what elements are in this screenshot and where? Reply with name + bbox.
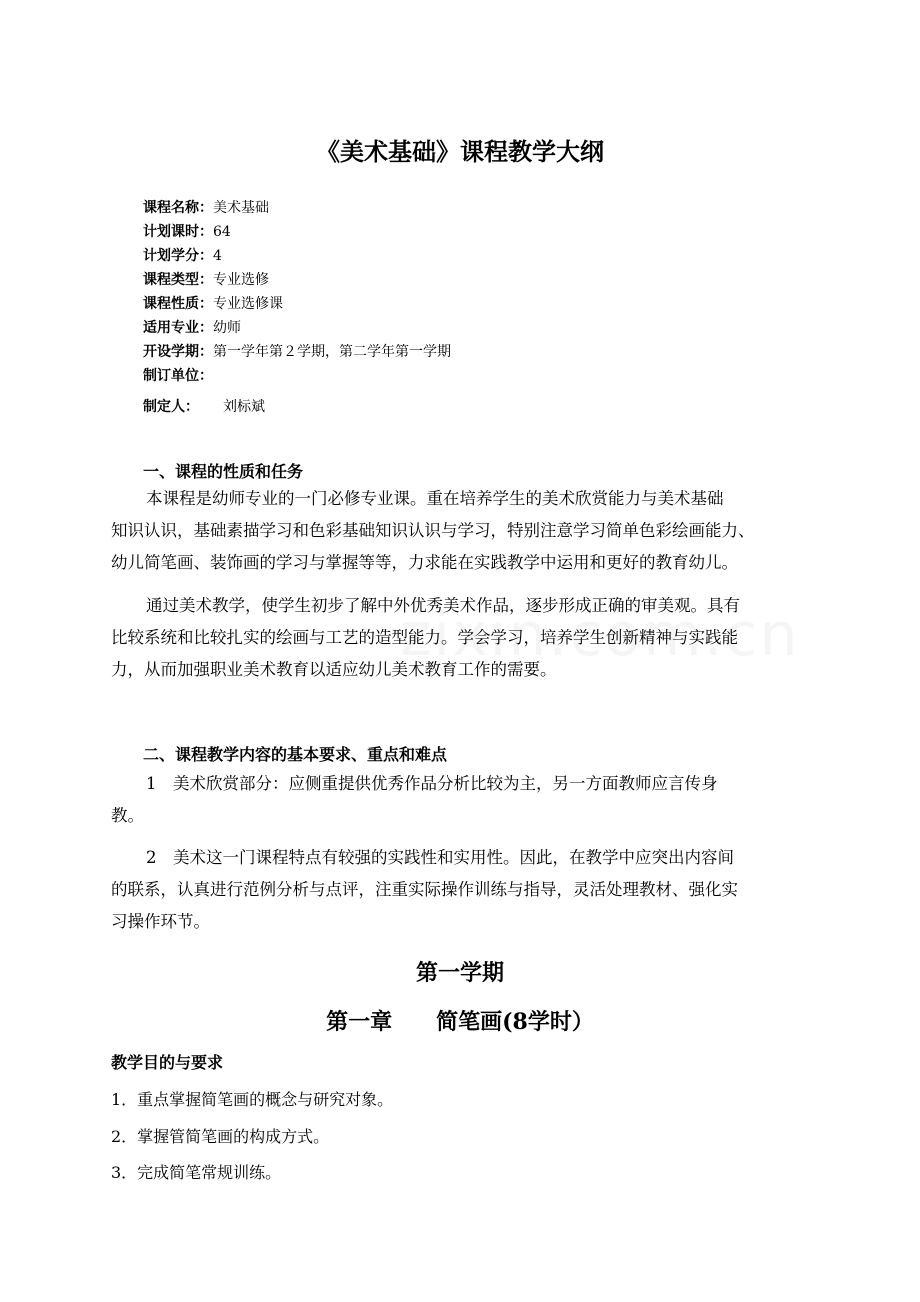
info-row-course-name <box>143 198 269 218</box>
info-key: 开设学期： <box>143 344 213 360</box>
objectives-heading: 教学目的与要求 <box>111 1053 224 1072</box>
info-row-nature <box>143 294 283 314</box>
text-line: 本课程是幼师专业的一门必修专业课。重在培养学生的美术欣赏能力与美术基础 <box>146 489 724 508</box>
info-row-unit <box>143 366 213 386</box>
section1-paragraph-1 <box>111 483 811 579</box>
info-row-credits <box>143 246 222 266</box>
info-value: 幼师 <box>213 320 241 336</box>
info-key: 适用专业： <box>143 320 213 336</box>
text-line: 力，从而加强职业美术教育以适应幼儿美术教育工作的需要。 <box>111 660 557 679</box>
objective-item: 3．完成简笔常规训练。 <box>111 1163 282 1182</box>
chapter-heading: 第一章 简笔画(8学时） <box>326 1009 594 1035</box>
section2-paragraph-2 <box>111 842 811 938</box>
info-key: 课程性质： <box>143 296 213 312</box>
info-value: 第一学年第２学期，第二学年第一学期 <box>213 344 451 360</box>
info-value: 刘标斌 <box>223 399 265 415</box>
info-row-author <box>143 397 265 417</box>
text-line: 通过美术教学，使学生初步了解中外优秀美术作品，逐步形成正确的审美观。具有 <box>146 596 740 615</box>
info-value: 专业选修 <box>213 272 269 288</box>
text-line: 教。 <box>111 806 144 825</box>
info-value: 美术基础 <box>213 200 269 216</box>
info-value: 专业选修课 <box>213 296 283 312</box>
text-line: 比较系统和比较扎实的绘画与工艺的造型能力。学会学习，培养学生创新精神与实践能 <box>111 628 738 647</box>
objective-item: 1．重点掌握简笔画的概念与研究对象。 <box>111 1090 394 1109</box>
text-line: 知识认识，基础素描学习和色彩基础知识认识与学习，特别注意学习简单色彩绘画能力、 <box>111 521 755 540</box>
info-row-major <box>143 318 241 338</box>
section2-heading: 二、课程教学内容的基本要求、重点和难点 <box>143 745 448 764</box>
semester-heading: 第一学期 <box>415 960 504 986</box>
info-key: 计划课时： <box>143 224 213 240</box>
section1-heading: 一、课程的性质和任务 <box>143 462 304 481</box>
info-key: 课程名称： <box>143 200 213 216</box>
info-key: 制定人： <box>143 399 199 415</box>
info-value: 4 <box>213 248 222 264</box>
info-row-type <box>143 270 269 290</box>
section1-paragraph-2 <box>111 590 811 686</box>
info-row-hours <box>143 222 231 242</box>
info-row-semester <box>143 342 451 362</box>
document-title: 《美术基础》课程教学大纲 <box>316 137 604 166</box>
info-key: 计划学分： <box>143 248 213 264</box>
info-key: 课程类型： <box>143 272 213 288</box>
text-line: 幼儿简笔画、装饰画的学习与掌握等等，力求能在实践教学中运用和更好的教育幼儿。 <box>111 553 738 572</box>
text-line: 2 美术这一门课程特点有较强的实践性和实用性。因此，在教学中应突出内容间 <box>146 848 734 867</box>
text-line: 的联系，认真进行范例分析与点评，注重实际操作训练与指导，灵活处理教材、强化实 <box>111 880 738 899</box>
info-value: 64 <box>213 224 231 240</box>
objective-item: 2．掌握管简笔画的构成方式。 <box>111 1127 330 1146</box>
section2-paragraph-1 <box>111 768 811 832</box>
text-line: 1 美术欣赏部分：应侧重提供优秀作品分析比较为主，另一方面教师应言传身 <box>146 774 718 793</box>
info-key: 制订单位： <box>143 368 213 384</box>
text-line: 习操作环节。 <box>111 912 210 931</box>
